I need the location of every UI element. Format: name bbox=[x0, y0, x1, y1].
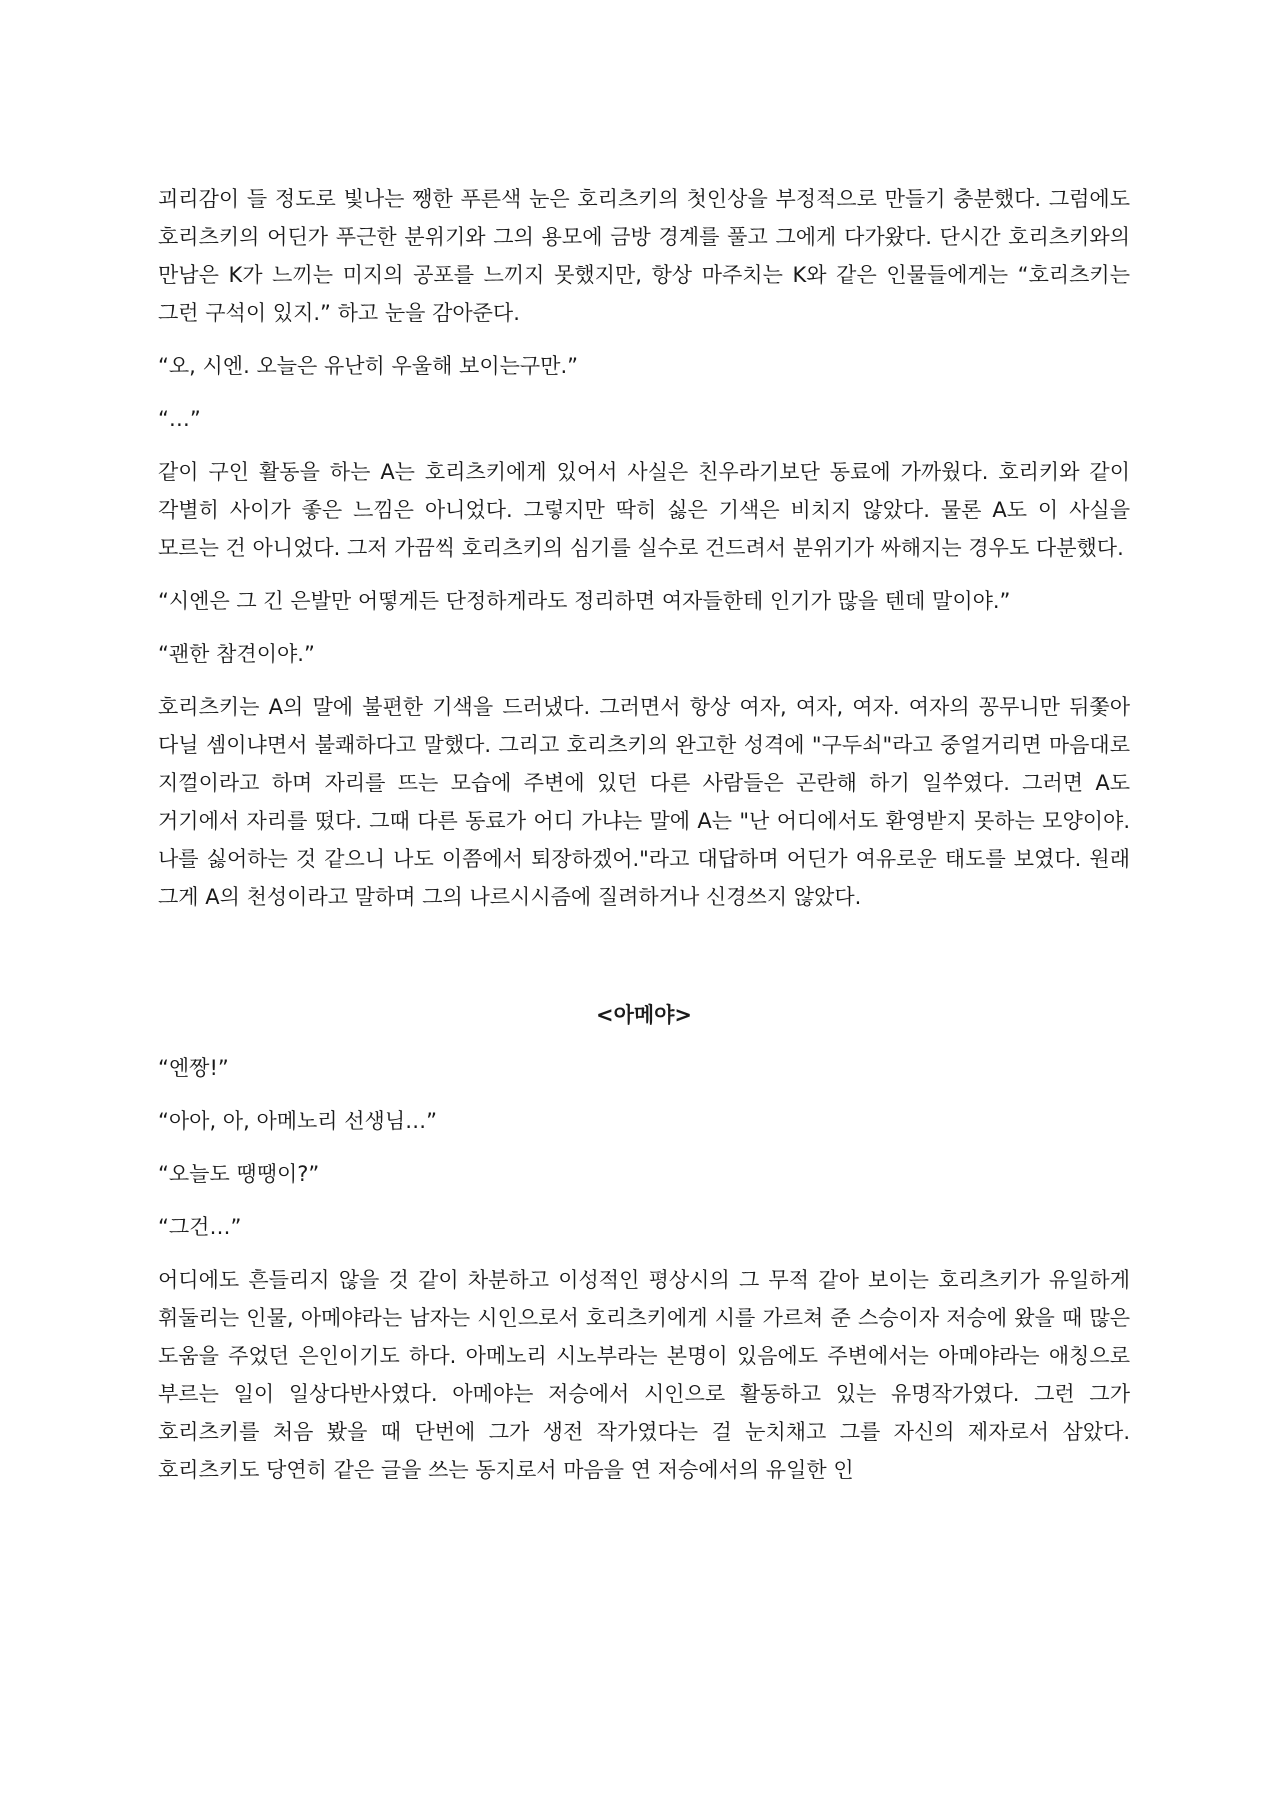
paragraph-a-colleague: 같이 구인 활동을 하는 A는 호리츠키에게 있어서 사실은 친우라기보단 동료에 가까웠다. 호리키와 같이 각별히 사이가 좋은 느낌은 아니었다. 그렇지만 딱히 싫은 기색은 비치지 않았다. 물론 A도 이 사실을 모르는 건 아니었다. 그저 가끔씩 호리츠키의 심기를 실수로 건드려서 분위기가 싸해지는 경우도 다분했다. bbox=[158, 460, 1130, 560]
spacer bbox=[158, 1193, 1130, 1208]
dialogue-line: “…” bbox=[158, 407, 201, 431]
dialogue-line: “그건…” bbox=[158, 1215, 242, 1239]
dialogue-line: “아아, 아, 아메노리 선생님…” bbox=[158, 1109, 437, 1133]
dialogue-line: “시엔은 그 긴 은발만 어떻게든 단정하게라도 정리하면 여자들한테 인기가 많을 텐데 말이야.” bbox=[158, 589, 1011, 613]
spacer bbox=[158, 620, 1130, 635]
spacer bbox=[158, 438, 1130, 453]
spacer bbox=[158, 1087, 1130, 1102]
paragraph-intro: 괴리감이 들 정도로 빛나는 쨍한 푸른색 눈은 호리츠키의 첫인상을 부정적으로 만들기 충분했다. 그럼에도 호리츠키의 어딘가 푸근한 분위기와 그의 용모에 금방 경계를 풀고 그에게 다가왔다. 단시간 호리츠키와의 만남은 K가 느끼는 미지의 공포를 느끼지 못했지만, 항상 마주치는 K와 같은 인물들에게는 “호리츠키는 그런 구석이 있지.” 하고 눈을 감아준다. bbox=[158, 187, 1130, 325]
spacer bbox=[158, 1246, 1130, 1261]
spacer bbox=[158, 332, 1130, 347]
dialogue-line: “괜한 참견이야.” bbox=[158, 642, 315, 666]
spacer bbox=[158, 1140, 1130, 1155]
dialogue-line: “오, 시엔. 오늘은 유난히 우울해 보이는구만.” bbox=[158, 354, 579, 378]
spacer bbox=[158, 1034, 1130, 1049]
spacer bbox=[158, 385, 1130, 400]
spacer bbox=[158, 567, 1130, 582]
dialogue-line: “엔짱!” bbox=[158, 1056, 229, 1080]
document-page bbox=[158, 180, 1130, 1489]
section-heading: <아메야> bbox=[595, 1003, 693, 1027]
section-spacer bbox=[158, 916, 1130, 996]
paragraph-reaction: 호리츠키는 A의 말에 불편한 기색을 드러냈다. 그러면서 항상 여자, 여자, 여자. 여자의 꽁무니만 뒤쫓아 다닐 셈이냐면서 불쾌하다고 말했다. 그리고 호리츠키의 완고한 성격에 "구두쇠"라고 중얼거리면 마음대로 지껄이라고 하며 자리를 뜨는 모습에 주변에 있던 다른 사람들은 곤란해 하기 일쑤였다. 그러면 A도 거기에서 자리를 떴다. 그때 다른 동료가 어디 가냐는 말에 A는 "난 어디에서도 환영받지 못하는 모양이야. 나를 싫어하는 것 같으니 나도 이쯤에서 퇴장하겠어."라고 대답하며 어딘가 여유로운 태도를 보였다. 원래 그게 A의 천성이라고 말하며 그의 나르시시즘에 질려하거나 신경쓰지 않았다. bbox=[158, 695, 1130, 909]
dialogue-line: “오늘도 땡땡이?” bbox=[158, 1162, 320, 1186]
paragraph-ameya: 어디에도 흔들리지 않을 것 같이 차분하고 이성적인 평상시의 그 무적 같아 보이는 호리츠키가 유일하게 휘둘리는 인물, 아메야라는 남자는 시인으로서 호리츠키에게 시를 가르쳐 준 스승이자 저승에 왔을 때 많은 도움을 주었던 은인이기도 하다. 아메노리 시노부라는 본명이 있음에도 주변에서는 아메야라는 애칭으로 부르는 일이 일상다반사였다. 아메야는 저승에서 시인으로 활동하고 있는 유명작가였다. 그런 그가 호리츠키를 처음 봤을 때 단번에 그가 생전 작가였다는 걸 눈치채고 그를 자신의 제자로서 삼았다. 호리츠키도 당연히 같은 글을 쓰는 동지로서 마음을 연 저승에서의 유일한 인 bbox=[158, 1268, 1130, 1482]
spacer bbox=[158, 673, 1130, 688]
